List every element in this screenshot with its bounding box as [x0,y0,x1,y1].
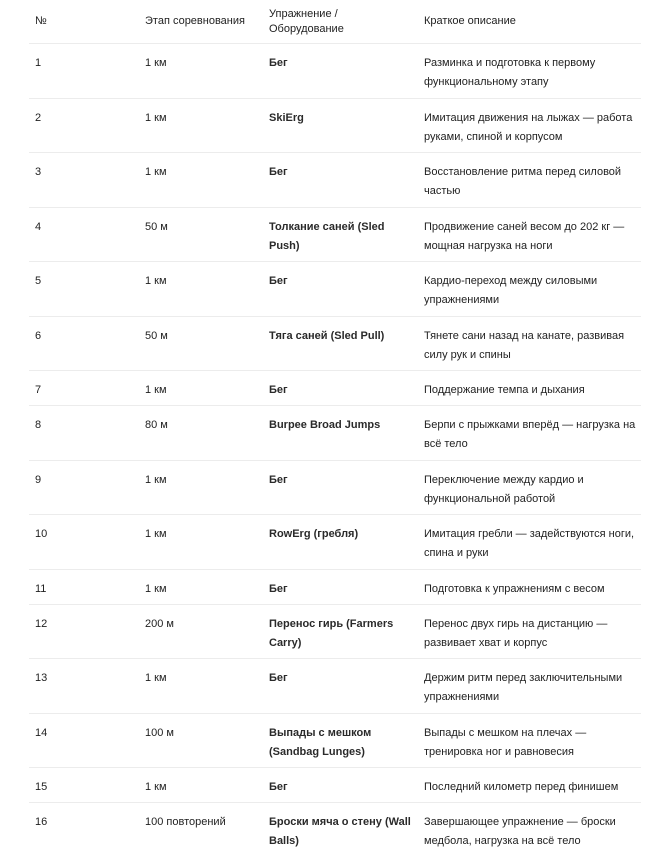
cell-description: Разминка и подготовка к первому функциональному этапу [424,57,596,88]
cell-num: 13 [35,672,48,684]
table-row [29,768,641,803]
cell-num: 3 [35,166,42,178]
cell-num: 10 [35,528,48,540]
cell-num: 11 [35,582,47,595]
table-row [29,371,641,406]
table-row [29,406,641,461]
cell-description: Имитация гребли — задействуются ноги, спина и руки [424,528,635,559]
cell-stage: 100 повторений [145,816,226,828]
table-row [29,44,641,99]
cell-num: 5 [35,275,42,287]
cell-stage: 80 м [145,419,168,431]
cell-description: Кардио-переход между силовыми упражнениями [424,275,598,306]
cell-num: 2 [35,111,42,124]
table-row [29,605,641,660]
cell-description: Имитация движения на лыжах — работа руками, спиной и корпусом [424,111,633,143]
cell-stage: 200 м [145,617,174,630]
cell-num: 6 [35,329,42,342]
cell-exercise: Тяга саней (Sled Pull) [269,329,385,342]
cell-stage: 1 км [145,384,167,396]
cell-exercise: Бег [269,384,288,396]
cell-stage: 1 км [145,781,167,793]
cell-description: Переключение между кардио и функциональной работой [424,473,584,505]
table-row [29,153,641,208]
cell-exercise: Бег [269,166,288,178]
cell-exercise: RowErg (гребля) [269,528,359,540]
cell-description: Выпады с мешком на плечах — тренировка ног и равновесия [424,726,587,758]
table-row [29,99,641,154]
cell-num: 15 [35,781,48,793]
cell-exercise: Бег [269,473,288,486]
cell-stage: 1 км [145,582,167,595]
cell-stage: 50 м [145,329,168,342]
table-header [29,0,641,44]
table-row [29,515,641,570]
cell-exercise: Выпады с мешком (Sandbag Lunges) [269,726,372,758]
table-row [29,461,641,516]
cell-exercise: Burpee Broad Jumps [269,419,381,431]
cell-stage: 1 км [145,166,167,178]
cell-description: Восстановление ритма перед силовой частью [424,166,622,197]
cell-exercise: Толкание саней (Sled Push) [269,220,385,252]
cell-exercise: Перенос гирь (Farmers Carry) [269,617,394,649]
cell-num: 14 [35,726,48,739]
cell-stage: 1 км [145,473,167,486]
cell-num: 7 [35,384,42,396]
cell-stage: 1 км [145,275,167,287]
cell-num: 8 [35,419,42,431]
cell-num: 12 [35,617,48,630]
cell-stage: 1 км [145,111,167,124]
cell-num: 1 [35,57,42,69]
table-row [29,714,641,769]
cell-stage: 1 км [145,528,167,540]
cell-description: Подготовка к упражнениям с весом [424,582,605,595]
cell-exercise: Бег [269,781,288,793]
table-row [29,317,641,372]
table-row [29,570,641,605]
table-row [29,262,641,317]
cell-num: 4 [35,220,42,233]
cell-description: Берпи с прыжками вперёд — нагрузка на всё тело [424,419,636,450]
header-exercise: Упражнение / Оборудование [269,7,344,35]
table-row [29,208,641,263]
cell-exercise: SkiErg [269,111,304,124]
cell-num: 9 [35,473,42,486]
cell-exercise: Бег [269,582,288,595]
cell-exercise: Бег [269,57,288,69]
cell-stage: 1 км [145,672,167,684]
cell-exercise: Броски мяча о стену (Wall Balls) [269,816,411,847]
cell-description: Держим ритм перед заключительными упражнениями [424,672,623,703]
table-row [29,803,641,858]
cell-stage: 50 м [145,220,168,233]
header-num: № [35,15,47,27]
header-stage: Этап соревнования [145,15,245,27]
cell-description: Завершающее упражнение — броски медбола, нагрузка на всё тело [424,816,616,847]
competition-stages-table [29,0,641,858]
cell-description: Поддержание темпа и дыхания [424,384,585,396]
cell-num: 16 [35,816,48,828]
cell-exercise: Бег [269,672,288,684]
cell-exercise: Бег [269,275,288,287]
cell-description: Последний километр перед финишем [424,781,619,793]
cell-description: Перенос двух гирь на дистанцию — развивает хват и корпус [424,617,608,649]
cell-stage: 1 км [145,57,167,69]
cell-description: Продвижение саней весом до 202 кг — мощная нагрузка на ноги [424,220,625,252]
cell-description: Тянете сани назад на канате, развивая силу рук и спины [424,329,625,361]
table-row [29,659,641,714]
header-description: Краткое описание [424,15,516,27]
cell-stage: 100 м [145,726,174,739]
